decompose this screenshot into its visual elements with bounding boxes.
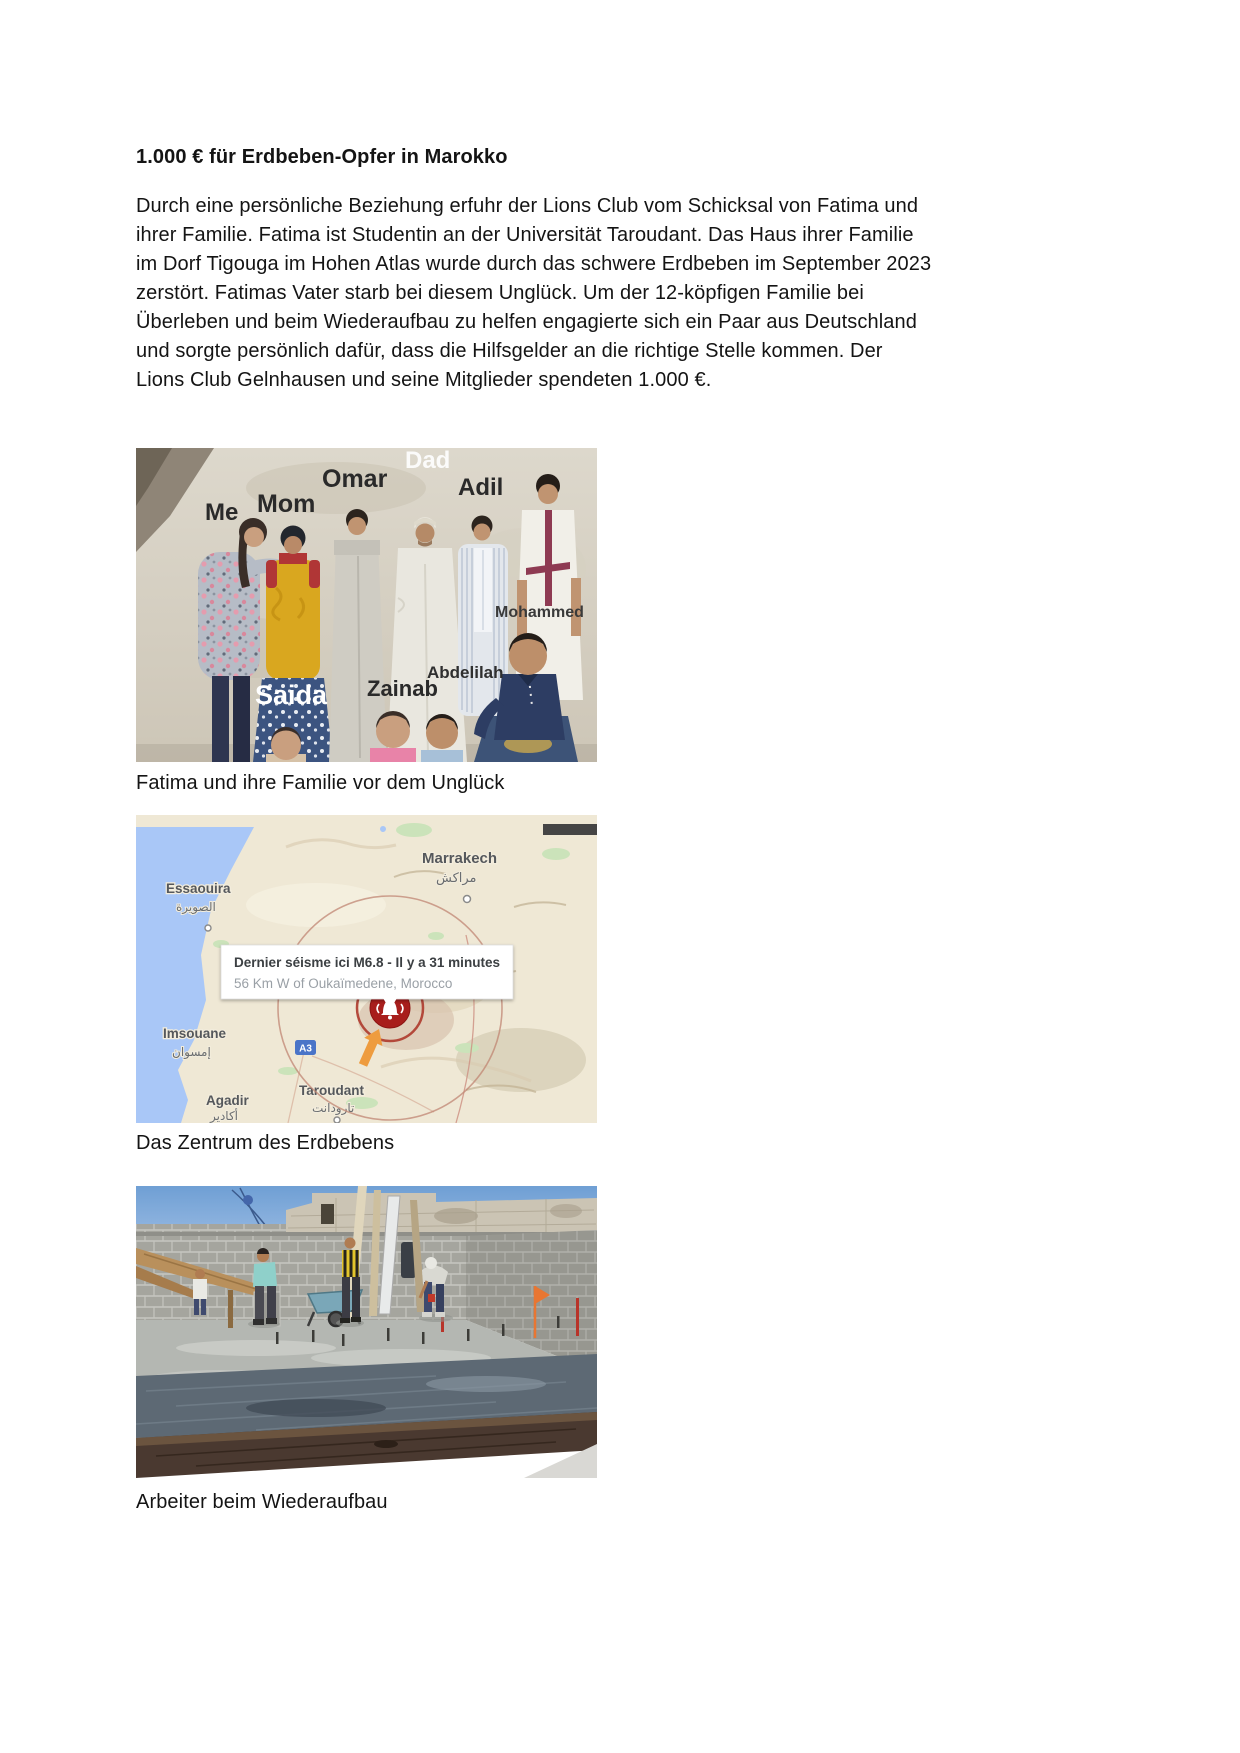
paragraph-line: Durch eine persönliche Beziehung erfuhr der Lions Club vom Schicksal von Fatima und <box>136 195 919 217</box>
label-dad: Dad <box>405 448 451 474</box>
construction-photo <box>136 1186 597 1478</box>
family-photo-illustration <box>136 448 597 762</box>
label-abdelilah: Abdelilah <box>427 663 504 682</box>
city-taroudant-arabic: تارودانت <box>312 1101 355 1115</box>
paragraph-line: Lions Club Gelnhausen und seine Mitglieder spendeten 1.000 €. <box>136 369 712 391</box>
city-marrakech-dot <box>464 896 471 903</box>
page-title: 1.000 € für Erdbeben-Opfer in Marokko <box>136 146 508 169</box>
label-omar: Omar <box>322 465 388 493</box>
paragraph-line: im Dorf Tigouga im Hohen Atlas wurde durch das schwere Erdbeben im September 2023 <box>136 253 932 275</box>
red-stake <box>576 1298 579 1336</box>
label-mohammed: Mohammed <box>495 604 584 621</box>
city-essaouira: Essaouira <box>166 881 231 896</box>
city-essaouira-arabic: الصويرة <box>176 900 216 914</box>
city-marrakech-arabic: مراكش <box>436 871 477 886</box>
map-overlay-bar <box>543 824 597 835</box>
road-shield-a3 <box>295 1040 316 1055</box>
label-saida: Saida <box>255 680 328 710</box>
article-paragraph <box>136 192 1016 395</box>
road-shield-label: A3 <box>299 1043 312 1055</box>
paragraph-line: Überleben und beim Wiederaufbau zu helfen engagierte sich ein Paar aus Deutschland <box>136 311 917 333</box>
city-taroudant-dot <box>334 1117 340 1123</box>
tooltip-title: Dernier séisme ici M6.8 - Il y a 31 minutes <box>234 954 501 970</box>
map-caption: Das Zentrum des Erdbebens <box>136 1132 395 1154</box>
family-photo <box>136 448 597 762</box>
tooltip-subtitle: 56 Km W of Oukaïmedene, Morocco <box>234 976 453 991</box>
city-marrakech: Marrakech <box>422 850 498 867</box>
construction-illustration <box>136 1186 597 1478</box>
label-me: Me <box>205 499 239 526</box>
construction-photo-caption: Arbeiter beim Wiederaufbau <box>136 1491 388 1513</box>
paragraph-line: ihrer Familie. Fatima ist Studentin an der Universität Taroudant. Das Haus ihrer Familie <box>136 224 914 246</box>
earthquake-map <box>136 815 597 1123</box>
paragraph-line: zerstört. Fatimas Vater starb bei diesem Unglück. Um der 12-köpfigen Familie bei <box>136 282 864 304</box>
city-agadir: Agadir <box>206 1093 249 1108</box>
paragraph-line: und sorgte persönlich dafür, dass die Hilfsgelder an die richtige Stelle kommen. Der <box>136 340 883 362</box>
label-mom: Mom <box>257 490 316 518</box>
city-imsouane-arabic: إمسوان <box>172 1045 211 1059</box>
city-essaouira-dot <box>205 925 211 931</box>
label-adil: Adil <box>458 474 504 501</box>
family-photo-caption: Fatima und ihre Familie vor dem Unglück <box>136 772 505 794</box>
city-agadir-arabic: أكادير <box>210 1109 239 1123</box>
city-imsouane: Imsouane <box>163 1026 227 1041</box>
label-zainab: Zainab <box>367 676 438 701</box>
map-illustration <box>136 815 597 1123</box>
city-taroudant: Taroudant <box>299 1083 364 1098</box>
